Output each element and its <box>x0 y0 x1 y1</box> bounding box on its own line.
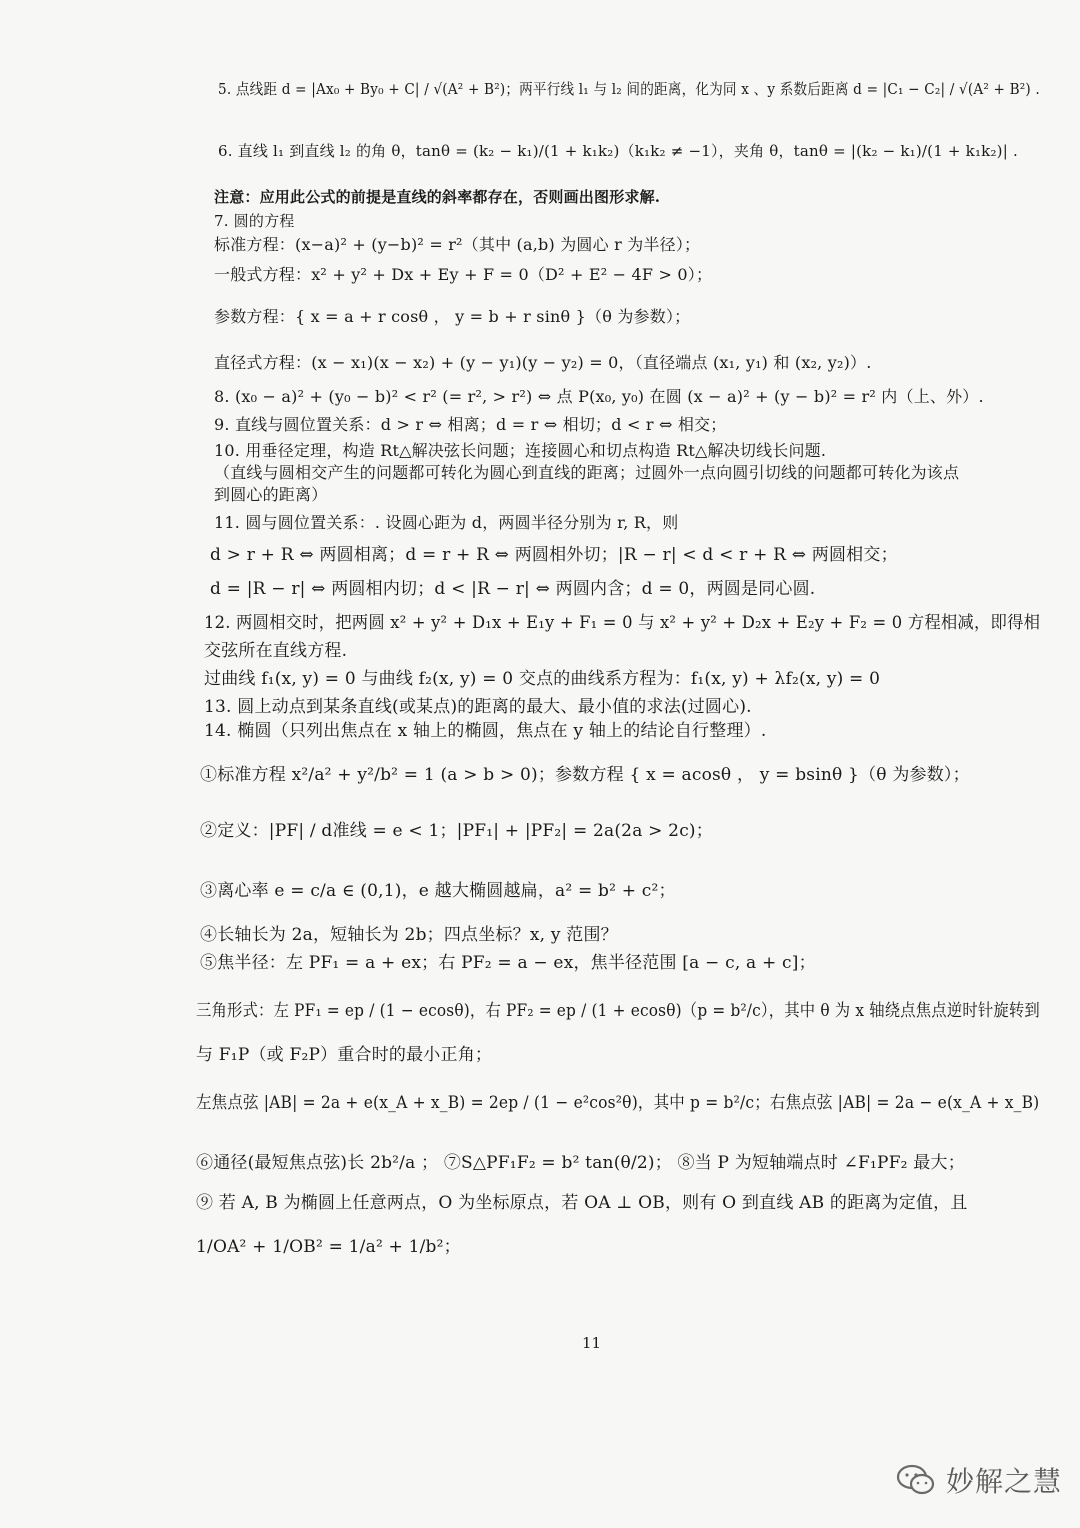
page-number: 11 <box>582 1334 602 1352</box>
text-line: 直径式方程：(x − x₁)(x − x₂) + (y − y₁)(y − y₂) = 0，（直径端点 (x₁, y₁) 和 (x₂, y₂)）. <box>214 353 872 372</box>
text-line: ⑥通径(最短焦点弦)长 2b²/a ； ⑦S△PF₁F₂ = b² tan(θ/2)； ⑧当 P 为短轴端点时 ∠F₁PF₂ 最大； <box>196 1153 965 1173</box>
text-line: 三角形式：左 PF₁ = ep / (1 − ecosθ)，右 PF₂ = ep / (1 + ecosθ)（p = b²/c），其中 θ 为 x 轴绕点焦点逆时针旋转到 <box>196 1001 1040 1021</box>
text-line: 到圆心的距离） <box>214 485 328 504</box>
text-line: 过曲线 f₁(x, y) = 0 与曲线 f₂(x, y) = 0 交点的曲线系方程为：f₁(x, y) + λf₂(x, y) = 0 <box>204 669 881 689</box>
text-line: ⑨ 若 A, B 为椭圆上任意两点，O 为坐标原点，若 OA ⊥ OB，则有 O 到直线 AB 的距离为定值，且 <box>196 1193 968 1213</box>
text-line: 6. 直线 l₁ 到直线 l₂ 的角 θ，tanθ = (k₂ − k₁)/(1 + k₁k₂)（k₁k₂ ≠ −1），夹角 θ，tanθ = |(k₂ − k₁)/(1 + k₁k₂)| . <box>218 142 1018 160</box>
text-line: 1/OA² + 1/OB² = 1/a² + 1/b²； <box>196 1237 461 1257</box>
text-line: ②定义：|PF| / d准线 = e < 1；|PF₁| + |PF₂| = 2a(2a > 2c)； <box>200 821 713 841</box>
text-line: 11. 圆与圆位置关系：. 设圆心距为 d，两圆半径分别为 r, R，则 <box>214 513 679 532</box>
text-line: 13. 圆上动点到某条直线(或某点)的距离的最大、最小值的求法(过圆心). <box>204 697 752 717</box>
chat-bubble-icon <box>896 1462 936 1498</box>
text-line: 与 F₁P（或 F₂P）重合时的最小正角； <box>196 1045 493 1065</box>
text-line: ⑤焦半径：左 PF₁ = a + ex；右 PF₂ = a − ex，焦半径范围 [a − c, a + c]； <box>200 953 816 973</box>
text-line: 参数方程：{ x = a + r cosθ ， y = b + r sinθ }（θ 为参数）； <box>214 307 691 326</box>
text-line: d > r + R ⇔ 两圆相离；d = r + R ⇔ 两圆相外切；|R − r| < d < r + R ⇔ 两圆相交； <box>210 545 898 565</box>
text-line: 14. 椭圆（只列出焦点在 x 轴上的椭圆，焦点在 y 轴上的结论自行整理）. <box>204 721 767 741</box>
text-line: 12. 两圆相交时，把两圆 x² + y² + D₁x + E₁y + F₁ = 0 与 x² + y² + D₂x + E₂y + F₂ = 0 方程相减，即得相 <box>204 613 1041 633</box>
text-line: （直线与圆相交产生的问题都可转化为圆心到直线的距离；过圆外一点向圆引切线的问题都可转化为该点 <box>214 463 960 482</box>
text-line: 交弦所在直线方程. <box>204 641 348 661</box>
text-line: 一般式方程：x² + y² + Dx + Ey + F = 0（D² + E² − 4F > 0）； <box>214 265 713 284</box>
text-line: 注意：应用此公式的前提是直线的斜率都存在，否则画出图形求解. <box>214 188 661 206</box>
text-line: 5. 点线距 d = |Ax₀ + By₀ + C| / √(A² + B²)；两平行线 l₁ 与 l₂ 间的距离，化为同 x 、y 系数后距离 d = |C₁ − C₂| / √(A² + B²) . <box>218 80 1040 98</box>
text-line: 7. 圆的方程 <box>214 212 295 230</box>
text-line: 标准方程：(x−a)² + (y−b)² = r²（其中 (a,b) 为圆心 r 为半径）； <box>214 235 701 254</box>
text-line: 10. 用垂径定理，构造 Rt△解决弦长问题；连接圆心和切点构造 Rt△解决切线长问题. <box>214 441 827 460</box>
text-line: ①标准方程 x²/a² + y²/b² = 1 (a > b > 0)；参数方程 { x = acosθ ， y = bsinθ }（θ 为参数）； <box>200 765 970 785</box>
text-line: 9. 直线与圆位置关系：d > r ⇔ 相离；d = r ⇔ 相切；d < r ⇔ 相交； <box>214 415 727 434</box>
watermark <box>896 1460 1062 1500</box>
text-line: 8. (x₀ − a)² + (y₀ − b)² < r² (= r², > r²) ⇔ 点 P(x₀, y₀) 在圆 (x − a)² + (y − b)² = r² 内（上、外）. <box>214 387 984 406</box>
watermark-text: 妙解之慧 <box>946 1465 1063 1498</box>
text-line: 左焦点弦 |AB| = 2a + e(x_A + x_B) = 2ep / (1 − e²cos²θ)，其中 p = b²/c；右焦点弦 |AB| = 2a − e(x_A + x_B) <box>196 1093 1040 1113</box>
text-line: d = |R − r| ⇔ 两圆相内切；d < |R − r| ⇔ 两圆内含；d = 0，两圆是同心圆. <box>210 579 816 599</box>
text-line: ④长轴长为 2a，短轴长为 2b；四点坐标？x, y 范围？ <box>200 925 618 945</box>
text-line: ③离心率 e = c/a ∈ (0,1)，e 越大椭圆越扁，a² = b² + c²； <box>200 881 676 901</box>
